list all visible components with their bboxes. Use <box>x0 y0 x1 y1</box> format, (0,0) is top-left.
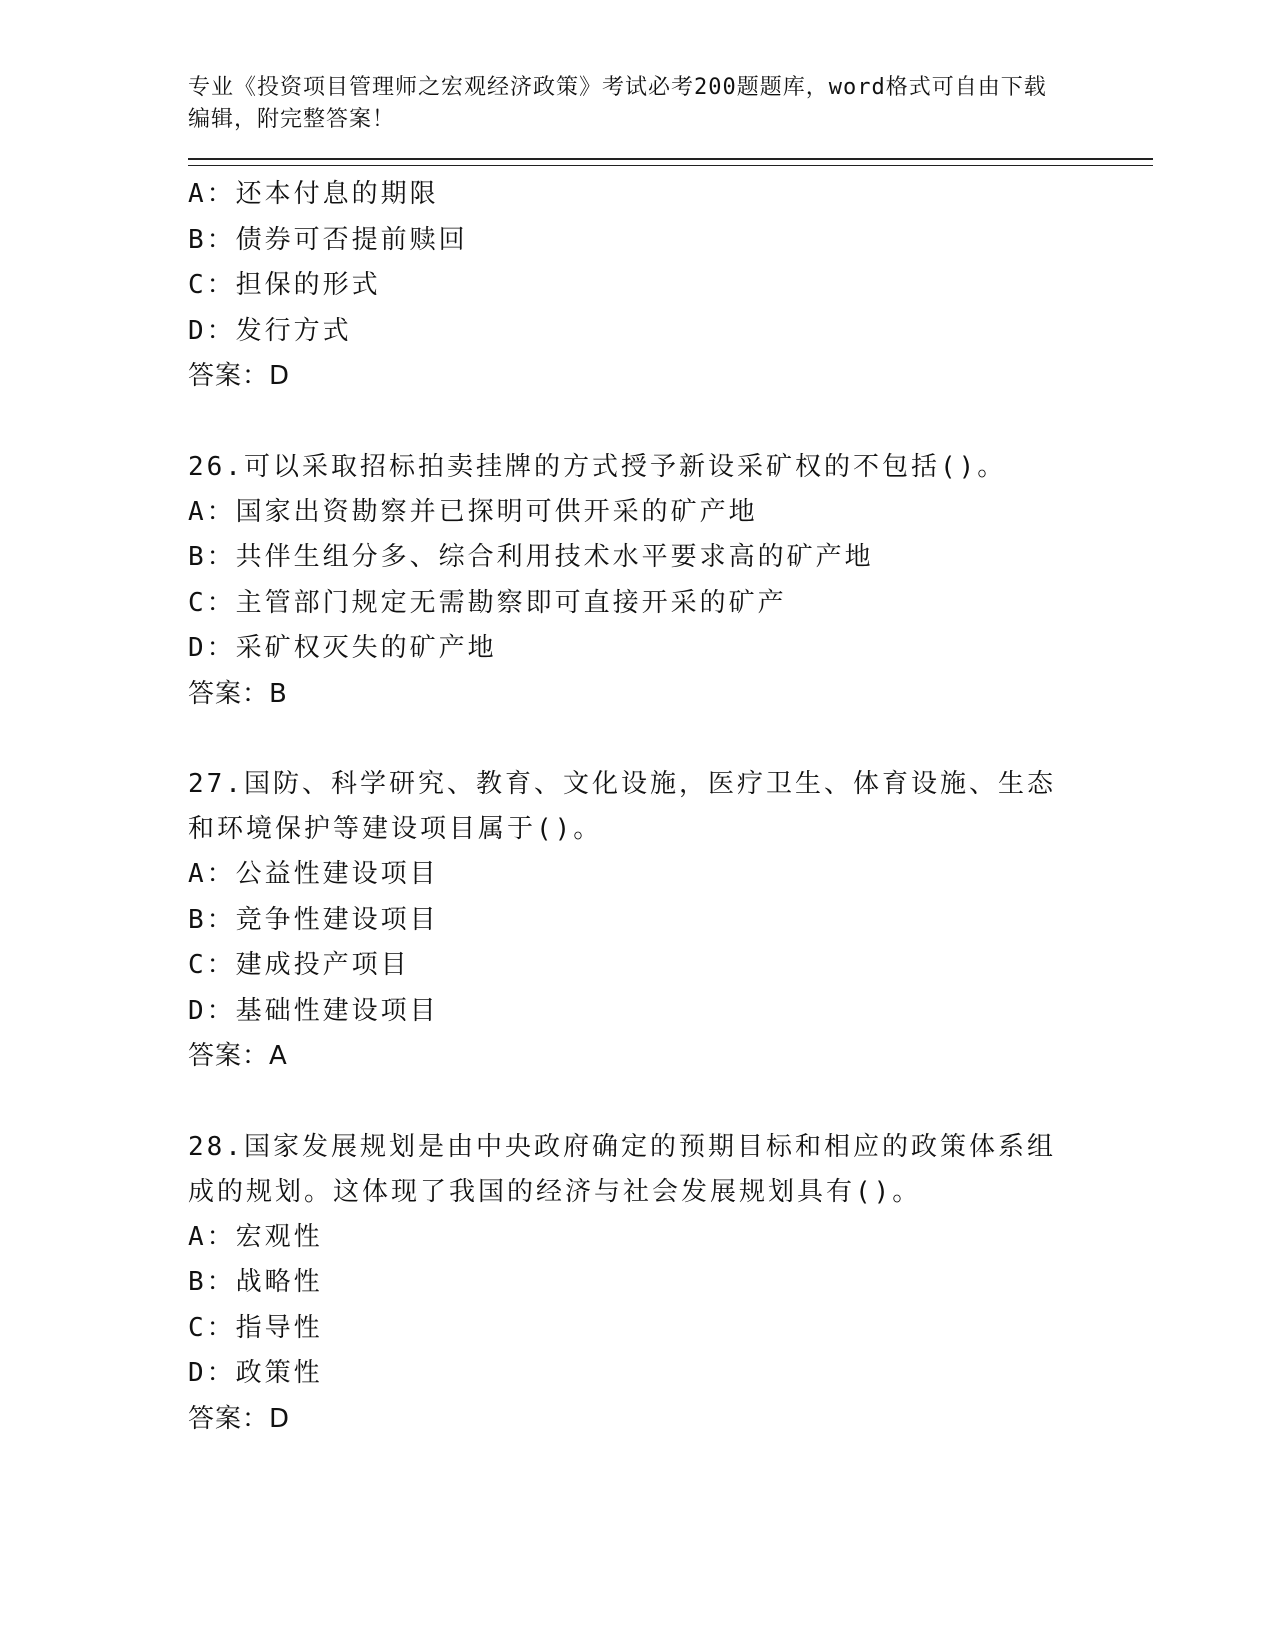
question-26 <box>188 445 1153 718</box>
option-b: B：战略性 <box>188 1267 323 1297</box>
question-stem: 27.国防、科学研究、教育、文化设施，医疗卫生、体育设施、生态和环境保护等建设项目属于()。 <box>188 769 1056 844</box>
option-b: B：共伴生组分多、综合利用技术水平要求高的矿产地 <box>188 542 874 572</box>
answer: 答案：A <box>188 1041 288 1071</box>
option-a: A：国家出资勘察并已探明可供开采的矿产地 <box>188 496 758 527</box>
answer: 答案：B <box>188 678 288 709</box>
question-25 <box>188 172 1153 400</box>
question-stem: 28.国家发展规划是由中央政府确定的预期目标和相应的政策体系组成的规划。这体现了我国的经济与社会发展规划具有()。 <box>188 1131 1056 1207</box>
header-divider <box>188 158 1153 166</box>
answer: 答案：D <box>188 1403 291 1434</box>
option-b: B：债券可否提前赎回 <box>188 224 468 255</box>
option-d: D：基础性建设项目 <box>188 995 439 1026</box>
option-c: C：担保的形式 <box>188 270 381 300</box>
document-header: 专业《投资项目管理师之宏观经济政策》考试必考200题题库，word格式可自由下载编辑，附完整答案！ <box>188 75 1047 132</box>
option-b: B：竞争性建设项目 <box>188 904 439 935</box>
option-a: A：宏观性 <box>188 1221 323 1252</box>
answer: 答案：D <box>188 361 291 391</box>
question-27 <box>188 762 1153 1080</box>
option-a: A：还本付息的期限 <box>188 179 439 209</box>
option-d: D：发行方式 <box>188 315 352 346</box>
option-d: D：政策性 <box>188 1358 323 1388</box>
option-c: C：主管部门规定无需勘察即可直接开采的矿产 <box>188 587 787 618</box>
option-c: C：建成投产项目 <box>188 950 410 980</box>
spacer <box>188 400 1153 445</box>
option-a: A：公益性建设项目 <box>188 859 439 889</box>
option-d: D：采矿权灭失的矿产地 <box>188 633 497 663</box>
question-28 <box>188 1125 1153 1443</box>
option-c: C：指导性 <box>188 1312 323 1343</box>
spacer <box>188 1080 1153 1125</box>
document-page <box>188 72 1153 1442</box>
question-stem: 26.可以采取招标拍卖挂牌的方式授予新设采矿权的不包括()。 <box>188 451 1007 482</box>
spacer <box>188 717 1153 762</box>
